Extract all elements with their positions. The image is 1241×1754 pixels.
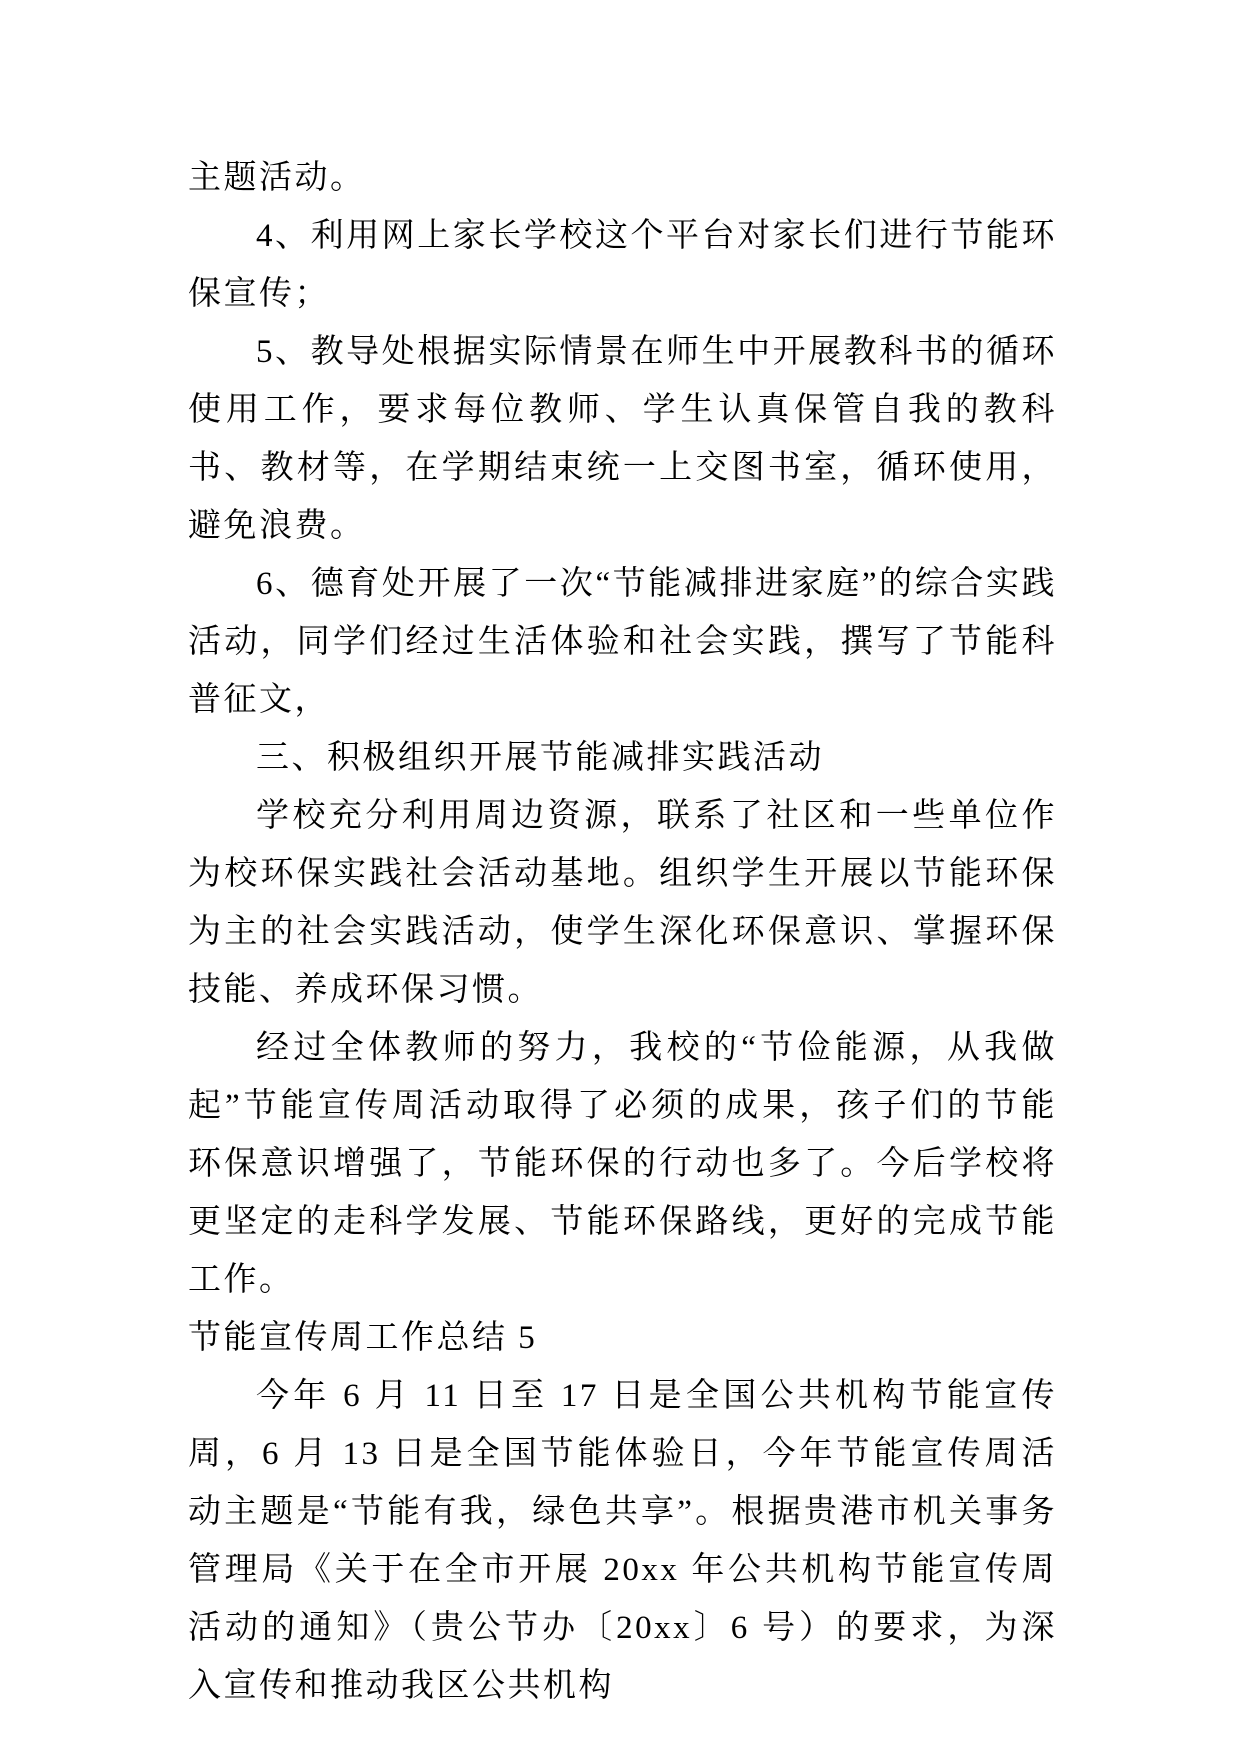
section-title: 节能宣传周工作总结 5	[188, 1320, 538, 1356]
paragraph: 经过全体教师的努力，我校的“节俭能源，从我做起”节能宣传周活动取得了必须的成果，孩子们的节能环保意识增强了，节能环保的行动也多了。今后学校将更坚定的走科学发展、节能环保路线，更好的完成节能工作。	[188, 1030, 1057, 1298]
paragraph: 4、利用网上家长学校这个平台对家长们进行节能环保宣传；	[188, 218, 1057, 312]
paragraph: 5、教导处根据实际情景在师生中开展教科书的循环使用工作，要求每位教师、学生认真保管自我的教科书、教材等，在学期结束统一上交图书室，循环使用，避免浪费。	[188, 334, 1057, 544]
paragraph: 三、积极组织开展节能减排实践活动	[256, 740, 824, 776]
paragraph: 主题活动。	[188, 160, 366, 196]
paragraph: 学校充分利用周边资源，联系了社区和一些单位作为校环保实践社会活动基地。组织学生开展以节能环保为主的社会实践活动，使学生深化环保意识、掌握环保技能、养成环保习惯。	[188, 798, 1057, 1008]
paragraph: 今年 6 月 11 日至 17 日是全国公共机构节能宣传周，6 月 13 日是全国节能体验日，今年节能宣传周活动主题是“节能有我，绿色共享”。根据贵港市机关事务管理局《关于在全市开展 20xx 年公共机构节能宣传周活动的通知》（贵公节办〔20xx〕6 号）的要求，为深入宣传和推动我区公共机构	[188, 1378, 1057, 1704]
paragraph: 6、德育处开展了一次“节能减排进家庭”的综合实践活动，同学们经过生活体验和社会实践，撰写了节能科普征文，	[188, 566, 1057, 718]
document-body	[188, 149, 1057, 1715]
